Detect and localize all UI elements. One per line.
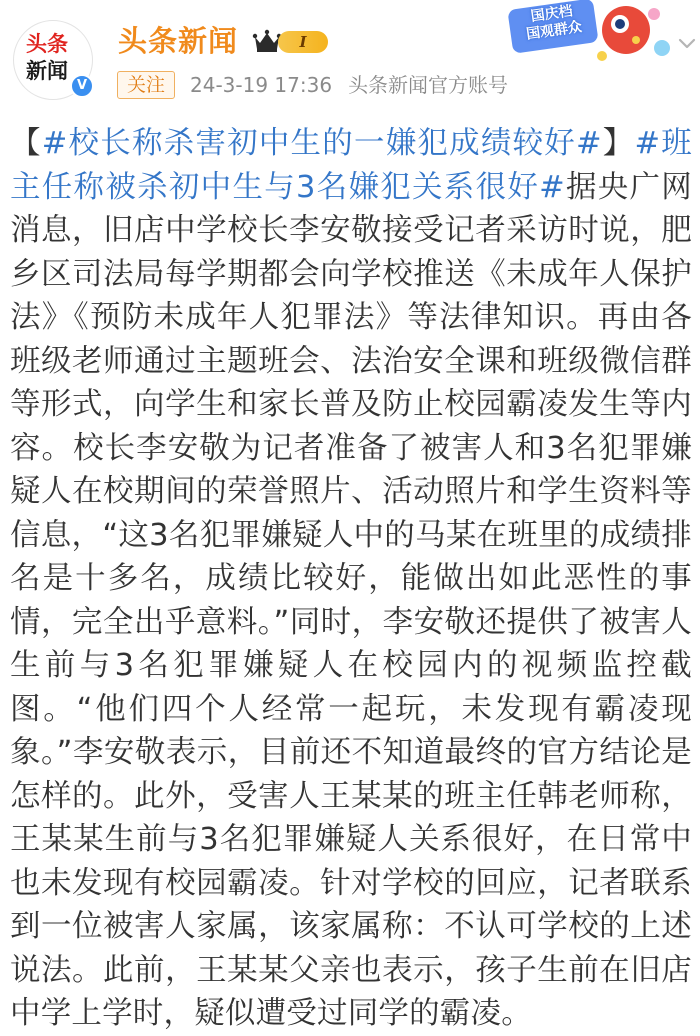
post-meta [190, 70, 508, 100]
level-badge[interactable] [252, 27, 328, 55]
account-name[interactable]: 头条新闻 [118, 24, 239, 58]
hashtag-link-1[interactable]: #校长称杀害初中生的一嫌犯成绩较好# [41, 126, 602, 161]
hashtag-link-2[interactable]: #班主任称被杀初中生与3名嫌犯关系很好# [10, 126, 693, 205]
avatar-logo-line1: 头条 [26, 32, 68, 56]
chevron-down-icon[interactable] [676, 32, 698, 54]
topic-bracket-open: 【 [10, 126, 42, 161]
follow-button[interactable]: 关注 [117, 71, 175, 99]
post-timestamp: 24-3-19 17:36 [190, 73, 333, 97]
topic-bracket-close: 】 [601, 126, 635, 161]
promo-text: 国庆档 国观群众 [525, 3, 583, 43]
promo-sticker[interactable] [506, 0, 676, 70]
verified-icon: V [70, 74, 94, 98]
level-label: I [278, 31, 328, 53]
post-source: 头条新闻官方账号 [348, 73, 509, 97]
post-body: 据央广网消息，旧店中学校长李安敬接受记者采访时说，肥乡区司法局每学期都会向学校推送《未成年人保护法》《预防未成年人犯罪法》等法律知识。再由各班级老师通过主题班会、法治安全课和班级微信群等形式，向学生和家长普及防止校园霸凌发生等内容。校长李安敬为记者准备了被害人和3名犯罪嫌疑人在校期间的荣誉照片、活动照片和学生资料等信息，“这3名犯罪嫌疑人中的马某在班里的成绩排名是十多名，成绩比较好，能做出如此恶性的事情，完全出乎意料。”同时，李安敬还提供了被害人生前与3名犯罪嫌疑人在校园内的视频监控截图。“他们四个人经常一起玩，未发现有霸凌现象。”李安敬表示，目前还不知道最终的官方结论是怎样的。此外，受害人王某某的班主任韩老师称，王某某生前与3名犯罪嫌疑人关系很好，在日常中也未发现有校园霸凌。针对学校的回应，记者联系到一位被害人家属，该家属称：不认可学校的上述说法。此前，王某某父亲也表示，孩子生前在旧店中学上学时，疑似遭受过同学的霸凌。 [10, 169, 692, 1031]
post-header [0, 0, 700, 112]
post-content [10, 122, 692, 1036]
avatar-logo-line2: 新闻 [26, 59, 68, 83]
